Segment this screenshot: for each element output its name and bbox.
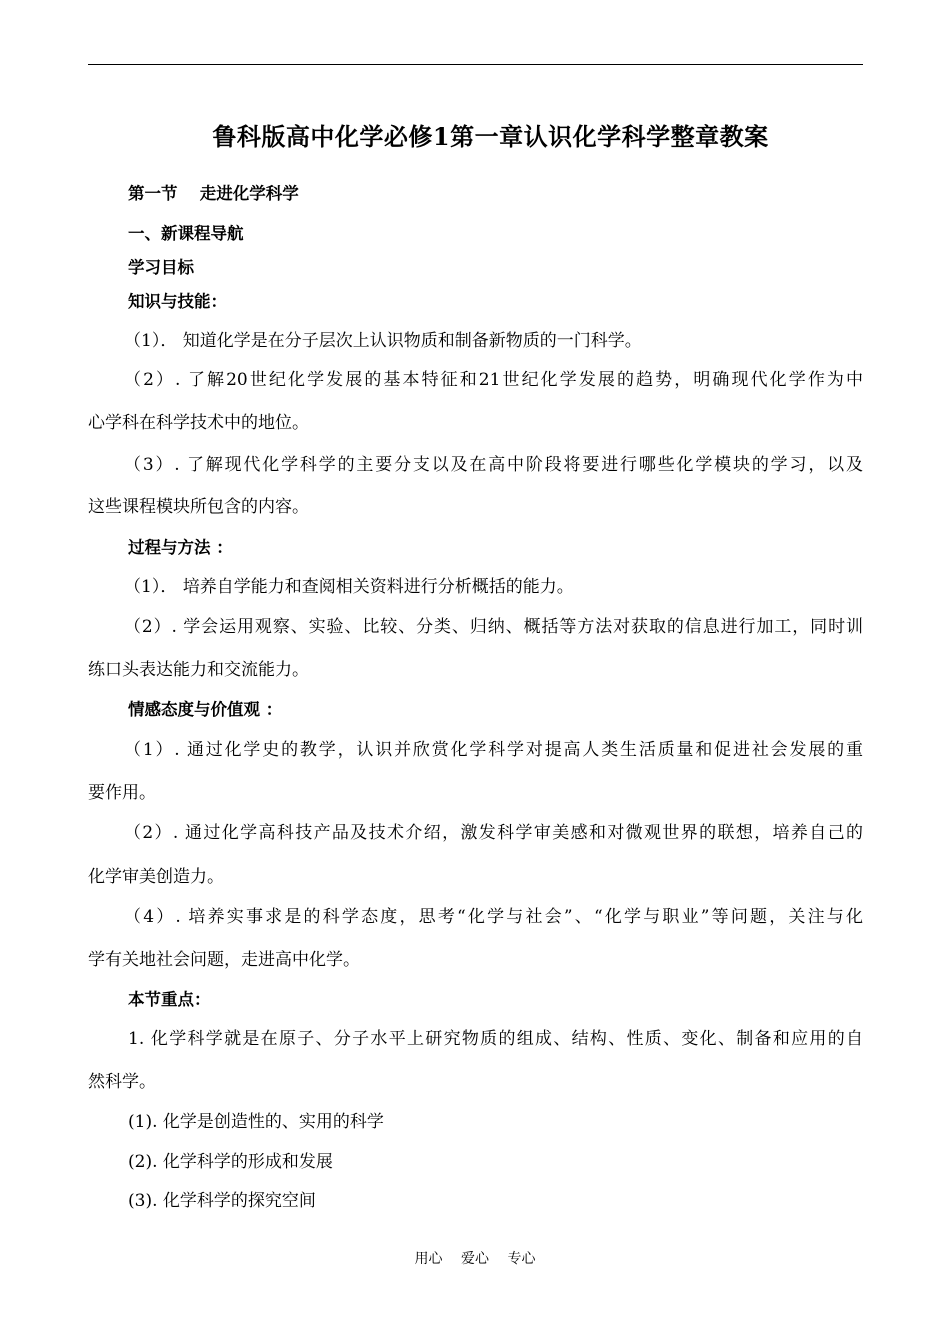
key-subpoint-1: (1). 化学是创造性的、实用的科学 <box>128 1112 384 1132</box>
goals-heading: 学习目标 <box>128 258 194 277</box>
emotion-item-2-line-2: 化学审美创造力。 <box>88 867 224 887</box>
knowledge-item-3-line-1: （3）. 了解现代化学科学的主要分支以及在高中阶段将要进行哪些化学模块的学习，以及 <box>124 455 863 475</box>
process-heading: 过程与方法 ： <box>128 538 233 557</box>
knowledge-item-1: （1）． 知道化学是在分子层次上认识物质和制备新物质的一门科学。 <box>124 331 642 351</box>
key-point-1-line-2: 然科学。 <box>88 1072 156 1092</box>
emotion-heading: 情感态度与价值观 ： <box>128 700 283 719</box>
key-subpoint-2: (2). 化学科学的形成和发展 <box>128 1152 333 1172</box>
key-point-1-line-1: 1. 化学科学就是在原子、分子水平上研究物质的组成、结构、性质、变化、制备和应用的自 <box>128 1029 863 1049</box>
part-heading: 一、新课程导航 <box>128 224 244 243</box>
knowledge-item-3-line-2: 这些课程模块所包含的内容。 <box>88 497 309 517</box>
page-footer: 用心 爱心 专心 <box>414 1251 536 1267</box>
emotion-item-2-line-1: （2）. 通过化学高科技产品及技术介绍，激发科学审美感和对微观世界的联想，培养自己的 <box>124 823 863 843</box>
emotion-item-4-line-1: （4）. 培养实事求是的科学态度，思考“化学与社会”、“化学与职业”等问题，关注与化 <box>124 907 863 927</box>
emotion-item-4-line-2: 学有关地社会问题，走进高中化学。 <box>88 950 360 970</box>
knowledge-item-2-line-2: 心学科在科学技术中的地位。 <box>88 413 309 433</box>
key-points-heading: 本节重点： <box>128 990 211 1009</box>
process-item-1: （1）． 培养自学能力和查阅相关资料进行分析概括的能力。 <box>124 577 574 597</box>
knowledge-item-2-line-1: （2）. 了解20世纪化学发展的基本特征和21世纪化学发展的趋势，明确现代化学作为中 <box>124 370 863 390</box>
emotion-item-1-line-2: 要作用。 <box>88 783 156 803</box>
process-item-2-line-2: 练口头表达能力和交流能力。 <box>88 660 309 680</box>
header-rule <box>88 64 863 65</box>
key-subpoint-3: (3). 化学科学的探究空间 <box>128 1191 316 1211</box>
section-heading: 第一节 走进化学科学 <box>128 184 299 203</box>
process-item-2-line-1: （2）. 学会运用观察、实验、比较、分类、归纳、概括等方法对获取的信息进行加工，同时训 <box>124 617 863 637</box>
emotion-item-1-line-1: （1）. 通过化学史的教学，认识并欣赏化学科学对提高人类生活质量和促进社会发展的重 <box>124 740 863 760</box>
knowledge-heading: 知识与技能： <box>128 292 227 311</box>
document-title: 鲁科版高中化学必修1第一章认识化学科学整章教案 <box>212 122 769 151</box>
